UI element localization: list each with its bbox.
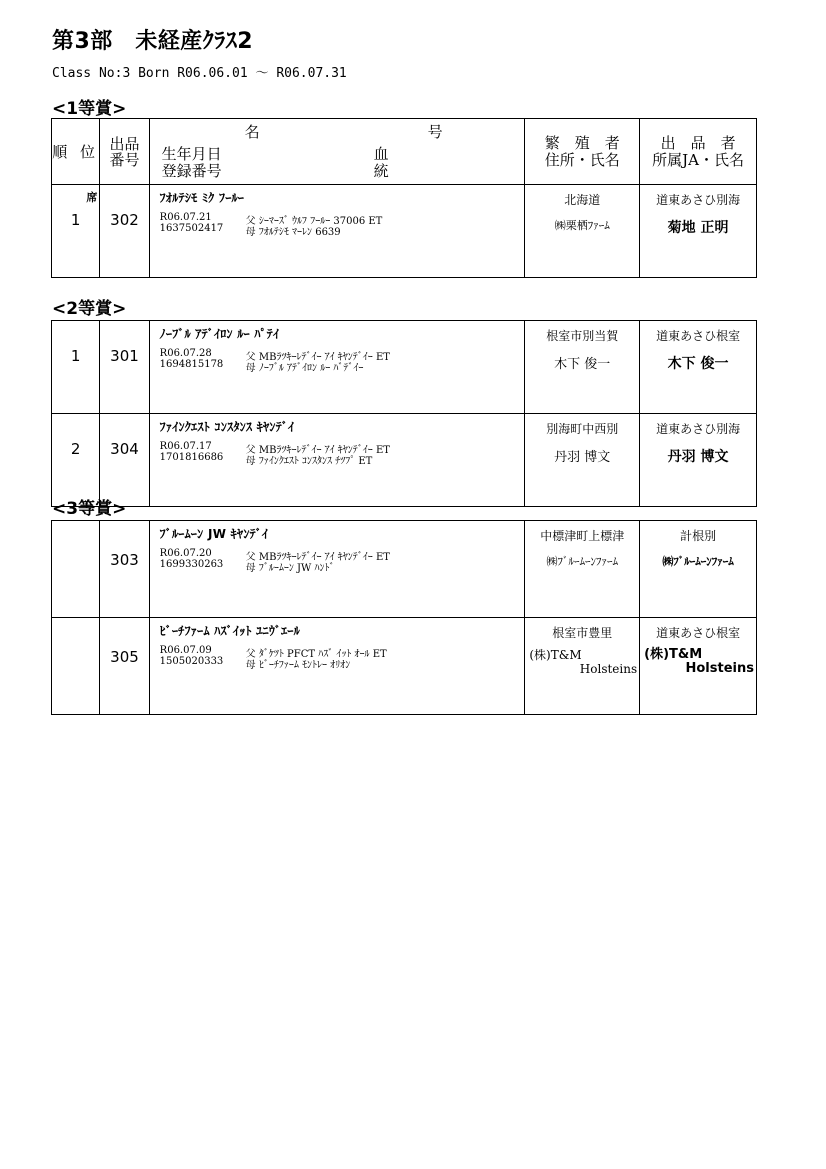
sire: 父 MBﾗﾂｷｰﾚﾃﾞｲｰ ｱｲ ｷﾔﾝﾃﾞｲｰ ET: [245, 445, 390, 456]
breeder-address: 中標津町上標津: [540, 529, 625, 543]
dam: 母 ﾌﾞﾙｰﾑｰﾝ JW ﾊﾝﾄﾞ: [245, 563, 335, 574]
exhibit-no: 305: [100, 618, 149, 715]
exhibit-no: 303: [100, 521, 149, 618]
reg-number: 1699330263: [159, 559, 224, 570]
breeder-name: ㈱栗栖ﾌｧｰﾑ: [554, 219, 610, 232]
header-breeder: 繁 殖 者 住所・氏名: [525, 119, 640, 185]
breeder-cell: [525, 521, 640, 618]
table-row: [52, 185, 757, 278]
breeder-name: 丹羽 博文: [554, 450, 611, 465]
award-table-2: [51, 320, 757, 507]
sire: 父 MBﾗﾂｷｰﾚﾃﾞｲｰ ｱｲ ｷﾔﾝﾃﾞｲｰ ET: [245, 352, 390, 363]
exhibitor-name: (株)T&M Holsteins: [644, 647, 754, 676]
birth-date: R06.07.28: [159, 348, 212, 359]
exhibitor-name: ㈱ﾌﾞﾙｰﾑｰﾝﾌｧｰﾑ: [662, 555, 734, 568]
breeder-cell: [525, 185, 640, 278]
award-table-1: [51, 118, 757, 278]
exhibitor-cell: [640, 618, 757, 715]
exhibitor-ja: 道東あさひ別海: [656, 422, 741, 436]
breeder-cell: [525, 618, 640, 715]
breeder-cell: [525, 321, 640, 414]
exhibitor-ja: 道東あさひ別海: [656, 193, 741, 207]
birth-date: R06.07.09: [159, 645, 212, 656]
cow-cell: [149, 185, 525, 278]
page-title: 第3部 未経産ｸﾗｽ2: [52, 29, 254, 54]
exhibitor-name: 丹羽 博文: [667, 449, 729, 465]
header-exhibitor: 出 品 者 所属JA・氏名: [640, 119, 757, 185]
breeder-address: 根室市別当賀: [546, 329, 619, 343]
place: 2: [70, 440, 81, 458]
place: 1: [70, 347, 81, 365]
cow-cell: [149, 618, 525, 715]
birth-date: R06.07.20: [159, 548, 212, 559]
breeder-name: ㈱ﾌﾞﾙｰﾑｰﾝﾌｧｰﾑ: [546, 555, 618, 568]
rank-cell: [52, 414, 100, 507]
exhibitor-ja: 道東あさひ根室: [656, 329, 741, 343]
birth-date: R06.07.21: [159, 212, 212, 223]
reg-number: 1637502417: [159, 223, 224, 234]
reg-number: 1694815178: [159, 359, 224, 370]
reg-number: 1701816686: [159, 452, 224, 463]
breeder-address: 別海町中西別: [546, 422, 619, 436]
sire: 父 MBﾗﾂｷｰﾚﾃﾞｲｰ ｱｲ ｷﾔﾝﾃﾞｲｰ ET: [245, 552, 390, 563]
reg-number: 1505020333: [159, 656, 224, 667]
exhibit-no: 304: [100, 414, 149, 507]
cow-cell: [149, 521, 525, 618]
exhibitor-name: 木下 俊一: [667, 356, 729, 372]
breeder-address: 根室市豊里: [552, 626, 613, 640]
award-table-3: [51, 520, 757, 715]
table-row: [52, 321, 757, 414]
rank-cell: [52, 521, 100, 618]
rank-cell: [52, 618, 100, 715]
rank-cell: [52, 321, 100, 414]
class-subtitle: Class No:3 Born R06.06.01 ～ R06.07.31: [52, 66, 347, 81]
place: 1: [70, 211, 81, 229]
exhibitor-cell: [640, 321, 757, 414]
seat-mark: 席: [86, 191, 98, 204]
sire: 父 ﾀﾞｹﾂﾄ PFCT ﾊｽﾞ ｲｯﾄ ｵｰﾙ ET: [245, 649, 387, 660]
header-name: 名 号 生年月日 登録番号 血 統: [149, 119, 525, 185]
award-heading-2: <2等賞>: [52, 299, 127, 319]
birth-date: R06.07.17: [159, 441, 212, 452]
dam: 母 ﾌｧｲﾝｸｴｽﾄ ｺﾝｽﾀﾝｽ ﾁﾂﾌﾟ ET: [245, 456, 373, 467]
cow-cell: [149, 321, 525, 414]
table-row: [52, 618, 757, 715]
header-exhibit-no: 出品 番号: [100, 119, 149, 185]
cow-name: ﾋﾞｰﾁﾌｧｰﾑ ﾊｽﾞｲｯﾄ ﾕﾆｳﾞｴｰﾙ: [159, 624, 301, 638]
dam: 母 ﾌｵﾙﾃｼﾓ ﾏｰﾚﾝ 6639: [245, 227, 341, 238]
exhibitor-cell: [640, 521, 757, 618]
breeder-cell: [525, 414, 640, 507]
exhibit-no: 301: [100, 321, 149, 414]
breeder-name: (株)T&M Holsteins: [529, 648, 638, 676]
table-row: [52, 414, 757, 507]
header-rank: 順 位: [52, 119, 100, 185]
breeder-address: 北海道: [564, 193, 601, 207]
exhibitor-cell: [640, 185, 757, 278]
award-heading-3: <3等賞>: [52, 499, 127, 519]
exhibitor-name: 菊地 正明: [667, 220, 729, 236]
exhibitor-cell: [640, 414, 757, 507]
table-row: [52, 521, 757, 618]
cow-cell: [149, 414, 525, 507]
cow-name: ﾌｧｲﾝｸｴｽﾄ ｺﾝｽﾀﾝｽ ｷﾔﾝﾃﾞｲ: [159, 420, 295, 434]
sire: 父 ｼｰﾏｰｽﾞ ｳﾙﾌ ﾌｰﾙｰ 37006 ET: [245, 216, 383, 227]
cow-name: ﾌﾞﾙｰﾑｰﾝ JW ｷﾔﾝﾃﾞｲ: [159, 527, 269, 541]
dam: 母 ﾉｰﾌﾞﾙ ｱﾃﾞｲﾛﾝ ﾙｰ ﾊﾞﾃﾞｲｰ: [245, 363, 364, 374]
cow-name: ﾉｰﾌﾞﾙ ｱﾃﾞｲﾛﾝ ﾙｰ ﾊﾟﾃｲ: [159, 327, 280, 341]
cow-name: ﾌｵﾙﾃｼﾓ ﾐｸ ﾌｰﾙｰ: [159, 191, 245, 205]
exhibit-no: 302: [100, 185, 149, 278]
rank-cell: [52, 185, 100, 278]
award-heading-1: <1等賞>: [52, 99, 127, 119]
exhibitor-ja: 道東あさひ根室: [656, 626, 741, 640]
exhibitor-ja: 計根別: [680, 529, 717, 543]
dam: 母 ﾋﾞｰﾁﾌｧｰﾑ ﾓﾝﾄﾚｰ ｵﾘｵﾝ: [245, 660, 351, 671]
breeder-name: 木下 俊一: [554, 357, 611, 372]
